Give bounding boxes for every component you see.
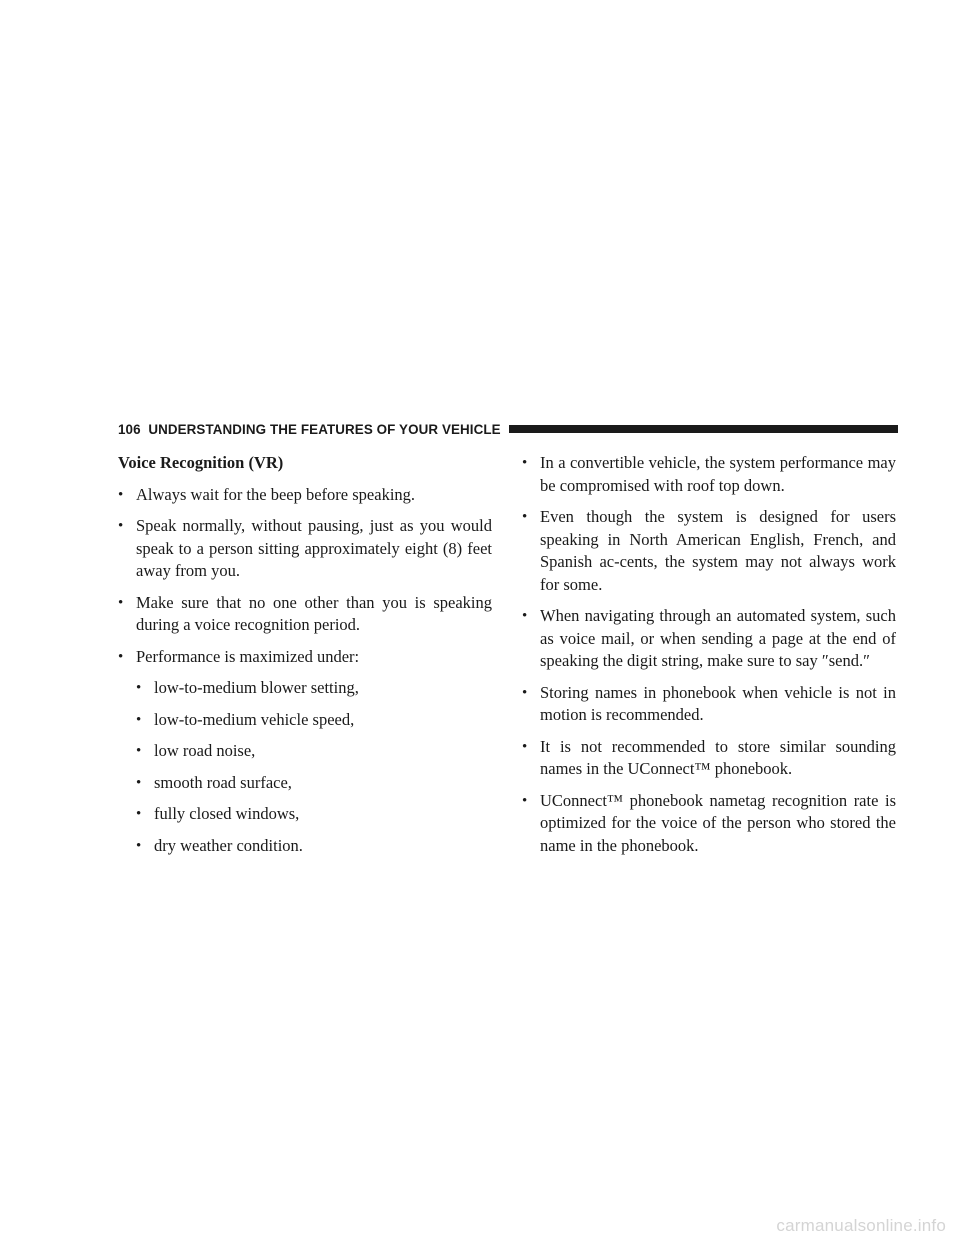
list-item <box>522 736 896 781</box>
bullet-icon: • <box>136 680 142 696</box>
sub-list-item <box>136 803 492 826</box>
list-item <box>522 605 896 673</box>
sub-list-item <box>136 740 492 763</box>
sub-list-item-text: low road noise, <box>154 741 256 760</box>
list-item-text: Speak normally, without pausing, just as you would speak to a person sitting approximately eight (8) feet away from you. <box>136 516 492 580</box>
bullet-icon: • <box>522 738 528 755</box>
vr-notes-list <box>522 452 896 857</box>
list-item-text: Make sure that no one other than you is speaking during a voice recognition period. <box>136 592 492 634</box>
list-item-text: When navigating through an automated system, such as voice mail, or when sending a page at the end of speaking the digit string, make sure to say ″send.″ <box>540 606 896 670</box>
list-item <box>118 592 492 637</box>
list-item <box>522 790 896 858</box>
list-item-text: Performance is maximized under: <box>136 646 360 666</box>
performance-conditions-list <box>136 677 492 857</box>
header-rule <box>509 425 898 433</box>
sub-list-item <box>136 677 492 700</box>
list-item <box>522 506 896 596</box>
bullet-icon: • <box>136 743 142 759</box>
list-item-text: Always wait for the beep before speaking. <box>136 484 416 504</box>
watermark-text: carmanualsonline.info <box>776 1216 946 1235</box>
bullet-icon: • <box>136 837 142 854</box>
bullet-icon: • <box>136 774 142 791</box>
list-item-text: In a convertible vehicle, the system performance may be compromised with roof top down. <box>540 453 896 495</box>
sub-list-item <box>136 772 492 795</box>
bullet-icon: • <box>136 806 142 822</box>
sub-list-item-text: fully closed windows, <box>154 804 300 823</box>
list-item <box>522 452 896 497</box>
bullet-icon: • <box>522 455 528 471</box>
section-title: Voice Recognition (VR) <box>118 453 284 472</box>
sub-list-item <box>136 835 492 858</box>
bullet-icon: • <box>522 608 528 624</box>
list-item <box>118 515 492 583</box>
list-item-text: UConnect™ phonebook nametag recognition rate is optimized for the voice of the person who stored the name in the phonebook. <box>540 790 896 855</box>
bullet-icon: • <box>118 518 124 534</box>
left-column <box>118 452 492 866</box>
sub-list-item-text: low-to-medium vehicle speed, <box>154 709 355 729</box>
sub-list-item <box>136 709 492 732</box>
list-item-text: Storing names in phonebook when vehicle is not in motion is recommended. <box>540 682 896 724</box>
sub-list-item-text: low-to-medium blower setting, <box>154 678 359 697</box>
bullet-icon: • <box>118 648 124 665</box>
bullet-icon: • <box>522 792 528 809</box>
list-item-text: It is not recommended to store similar sounding names in the UConnect™ phonebook. <box>540 736 896 778</box>
list-item <box>522 682 896 727</box>
vr-tips-list <box>118 484 492 858</box>
bullet-icon: • <box>118 594 124 611</box>
page-number: 106 <box>118 421 141 437</box>
sub-list-item-text: dry weather condition. <box>154 835 303 855</box>
bullet-icon: • <box>522 509 528 525</box>
bullet-icon: • <box>522 684 528 701</box>
chapter-title: UNDERSTANDING THE FEATURES OF YOUR VEHICLE <box>148 421 501 437</box>
bullet-icon: • <box>136 711 142 728</box>
right-column <box>522 452 896 866</box>
list-item-text: Even though the system is designed for users speaking in North American English, French, and Spanish ac-cents, the system may not always work for some. <box>540 507 896 594</box>
bullet-icon: • <box>118 486 124 503</box>
list-item <box>118 646 492 858</box>
page-header <box>118 420 898 438</box>
list-item <box>118 484 492 507</box>
page-header-text <box>118 422 501 437</box>
sub-list-item-text: smooth road surface, <box>154 772 292 792</box>
